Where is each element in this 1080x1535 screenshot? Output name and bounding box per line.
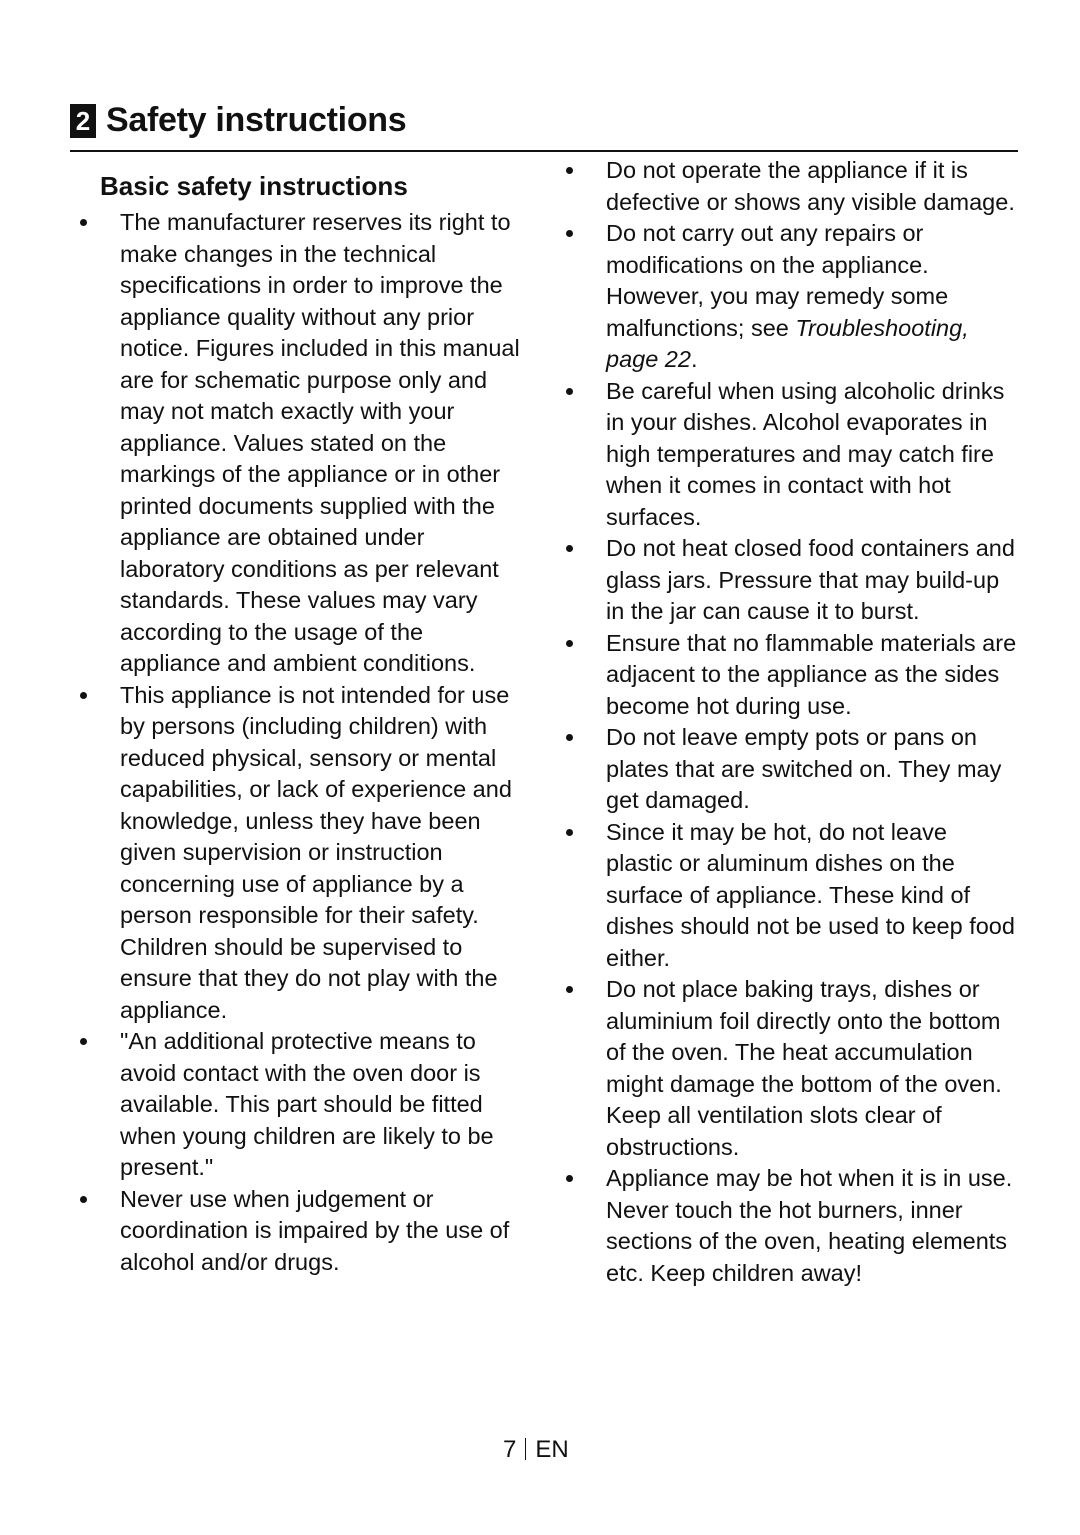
list-item-text: Do not carry out any repairs or modifications on the appliance. However, you may remedy some malfunctions; see [606, 220, 949, 341]
list-item-text: Do not leave empty pots or pans on plates that are switched on. They may get damaged. [606, 724, 1002, 813]
list-item [560, 628, 1020, 723]
bullet-icon [566, 388, 573, 395]
right-column [560, 155, 1020, 1289]
list-item-text-end: . [690, 346, 698, 372]
list-item-text: Appliance may be hot when it is in use. Never touch the hot burners, inner sections of the oven, heating elements etc. Keep children away! [606, 1165, 1013, 1286]
cross-reference-link: Troubleshooting, page 22 [606, 314, 969, 372]
list-item-text: Do not heat closed food containers and glass jars. Pressure that may build-up in the jar can cause it to burst. [606, 535, 1015, 624]
list-item-extra-text: Keep all ventilation slots clear of obstructions. [606, 1102, 942, 1160]
list-item [560, 1163, 1020, 1289]
list-item [560, 722, 1020, 817]
page-header [70, 98, 1018, 152]
bullet-icon [566, 230, 573, 237]
bullet-icon [80, 1196, 87, 1203]
bullet-icon [566, 545, 573, 552]
list-item-text: Do not operate the appliance if it is defective or shows any visible damage. [606, 157, 1015, 215]
list-item-text: Never use when judgement or coordination is impaired by the use of alcohol and/or drugs. [120, 1185, 510, 1275]
list-item [560, 533, 1020, 628]
bullet-icon [566, 734, 573, 741]
list-item-text: Ensure that no flammable materials are adjacent to the appliance as the sides become hot during use. [606, 629, 1017, 719]
section-number-badge: 2 [70, 104, 96, 138]
list-item [560, 155, 1020, 218]
list-item-text: The manufacturer reserves its right to make changes in the technical specifications in order to improve the appliance quality without any prior notice. Figures included in this manual are for schematic purpose only and may not match exactly with your appliance. Values stated on the markings of the appliance or in other printed documents supplied with the appliance are obtained under laboratory conditions as per relevant standards. These values may vary according to the usage of the appliance and ambient conditions. [120, 209, 520, 676]
list-item [74, 1184, 529, 1279]
list-item [560, 817, 1020, 975]
bullet-icon [566, 986, 573, 993]
subheading: Basic safety instructions [100, 171, 408, 201]
page-footer [503, 1434, 569, 1466]
right-bullet-list [560, 155, 1020, 1289]
list-item-text: Since it may be hot, do not leave plastic or aluminum dishes on the surface of appliance. These kind of dishes should not be used to keep food either. [606, 818, 1015, 971]
page-title: Safety instructions [106, 101, 407, 139]
bullet-icon [566, 829, 573, 836]
bullet-icon [80, 692, 87, 699]
list-item-extra-text: Children should be supervised to ensure that they do not play with the appliance. [120, 933, 498, 1023]
list-item [74, 1026, 529, 1184]
list-item [74, 207, 529, 680]
list-item [74, 680, 529, 1027]
page-number: 7 [503, 1436, 517, 1463]
bullet-icon [566, 1175, 573, 1182]
list-item-text: This appliance is not intended for use by persons (including children) with reduced physical, sensory or mental capabilities, or lack of experience and knowledge, unless they have been given supervision or instruction concerning use of appliance by a person responsible for their safety. [120, 681, 512, 928]
bullet-icon [566, 640, 573, 647]
left-column [74, 155, 529, 1278]
left-bullet-list [74, 207, 529, 1278]
list-item-text: Do not place baking trays, dishes or aluminium foil directly onto the bottom of the oven. The heat accumulation might damage the bottom of the oven. [606, 976, 1002, 1097]
list-item [560, 974, 1020, 1163]
list-item [560, 218, 1020, 376]
bullet-icon [80, 1038, 87, 1045]
footer-divider [525, 1438, 526, 1460]
bullet-icon [80, 219, 87, 226]
list-item [560, 376, 1020, 534]
bullet-icon [566, 167, 573, 174]
list-item-text: "An additional protective means to avoid contact with the oven door is available. This part should be fitted when young children are likely to be present." [120, 1028, 494, 1180]
list-item-text: Be careful when using alcoholic drinks in your dishes. Alcohol evaporates in high temperatures and may catch fire when it comes in contact with hot surfaces. [606, 377, 1005, 530]
language-code: EN [535, 1436, 569, 1463]
